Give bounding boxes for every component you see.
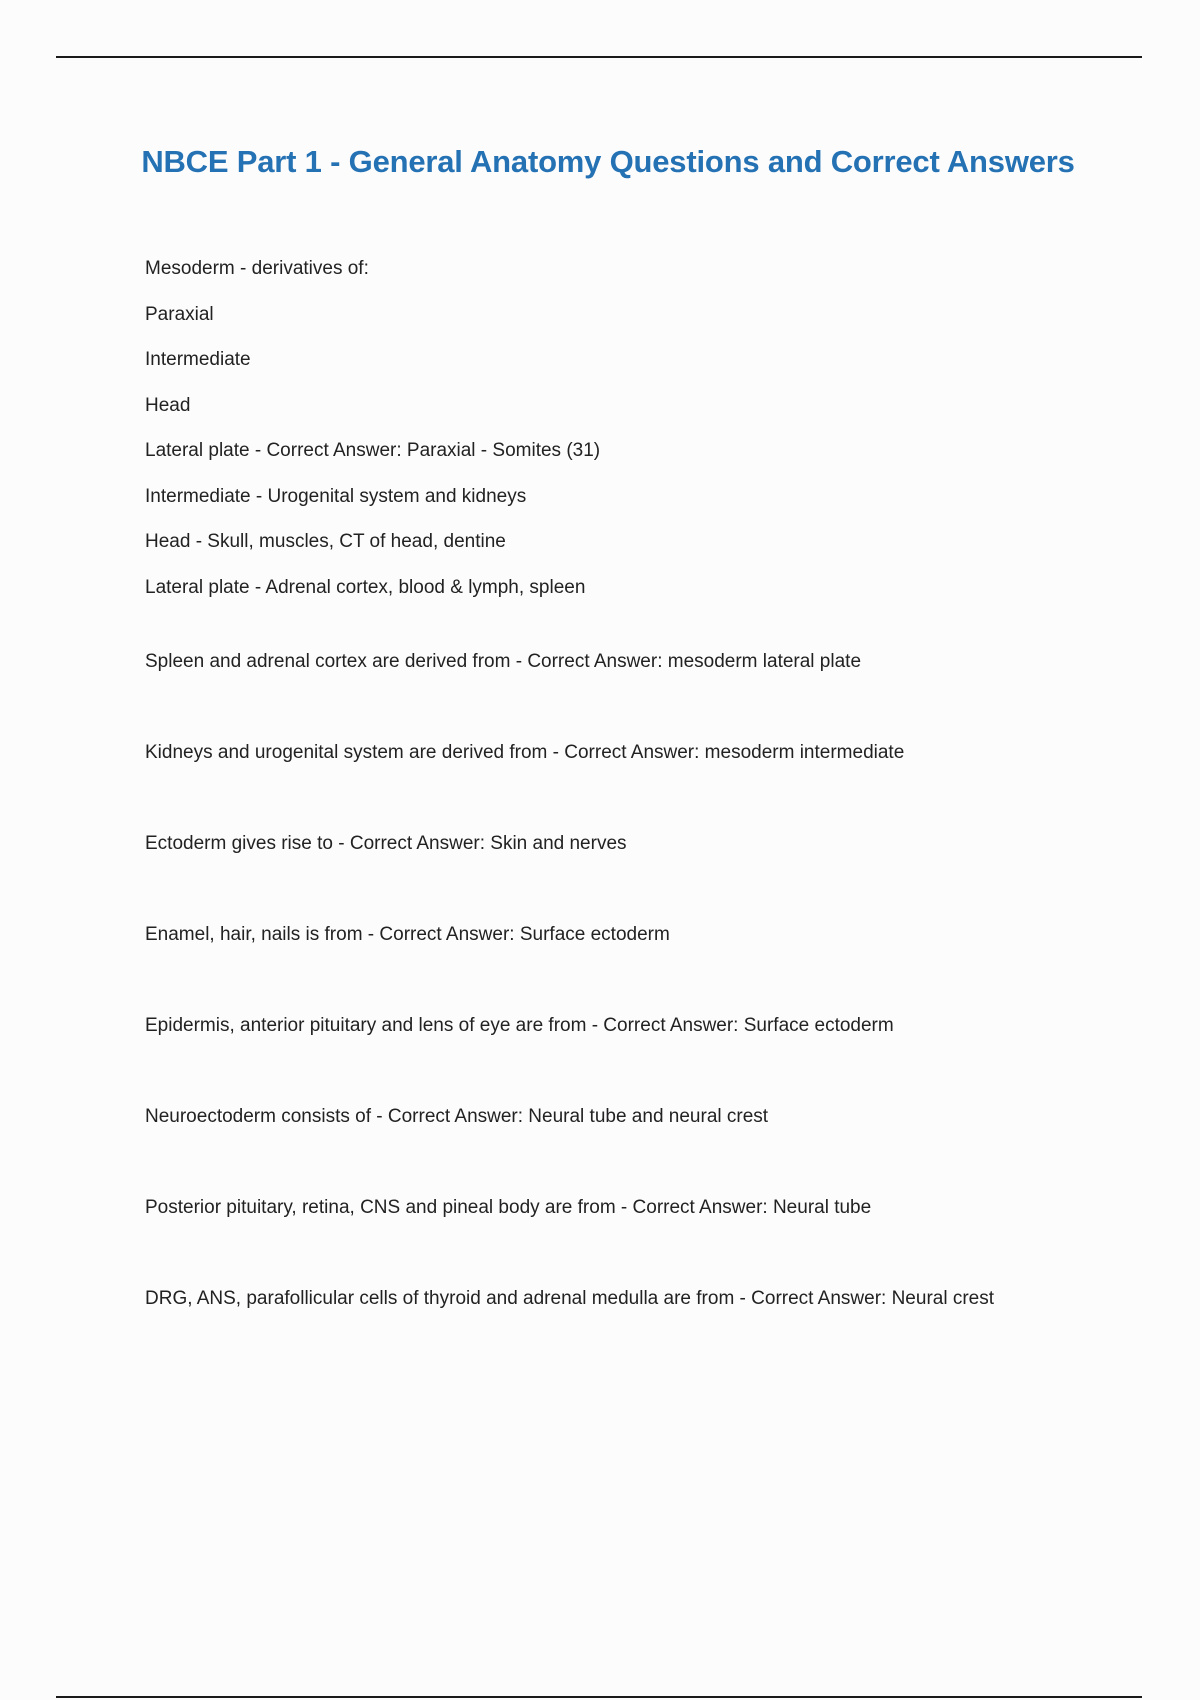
intro-line: Paraxial (145, 303, 214, 325)
intro-line: Lateral plate - Adrenal cortex, blood & lymph, spleen (145, 576, 586, 598)
qa-item: DRG, ANS, parafollicular cells of thyroid and adrenal medulla are from - Correct Answer: Neural crest (145, 1288, 995, 1309)
intro-line: Head (145, 394, 191, 416)
mesoderm-derivatives-block (145, 255, 1145, 619)
intro-line: Intermediate - Urogenital system and kidneys (145, 485, 527, 507)
qa-list (145, 648, 1145, 1376)
qa-item: Kidneys and urogenital system are derived from - Correct Answer: mesoderm intermediate (145, 742, 905, 763)
intro-line: Lateral plate - Correct Answer: Paraxial - Somites (31) (145, 440, 601, 461)
page-title: NBCE Part 1 - General Anatomy Questions and Correct Answers (141, 144, 1075, 179)
intro-line: Intermediate (145, 349, 251, 370)
qa-item: Spleen and adrenal cortex are derived from - Correct Answer: mesoderm lateral plate (145, 651, 862, 672)
intro-line: Mesoderm - derivatives of: (145, 258, 369, 279)
qa-item: Posterior pituitary, retina, CNS and pineal body are from - Correct Answer: Neural tube (145, 1197, 872, 1218)
qa-item: Ectoderm gives rise to - Correct Answer: Skin and nerves (145, 833, 627, 854)
document-body (145, 255, 1145, 1376)
qa-item: Enamel, hair, nails is from - Correct Answer: Surface ectoderm (145, 924, 670, 945)
intro-line: Head - Skull, muscles, CT of head, dentine (145, 531, 506, 552)
footer-rule (56, 1696, 1142, 1698)
header-rule (56, 56, 1142, 58)
qa-item: Neuroectoderm consists of - Correct Answer: Neural tube and neural crest (145, 1106, 769, 1127)
qa-item: Epidermis, anterior pituitary and lens of eye are from - Correct Answer: Surface ectoderm (145, 1015, 894, 1036)
